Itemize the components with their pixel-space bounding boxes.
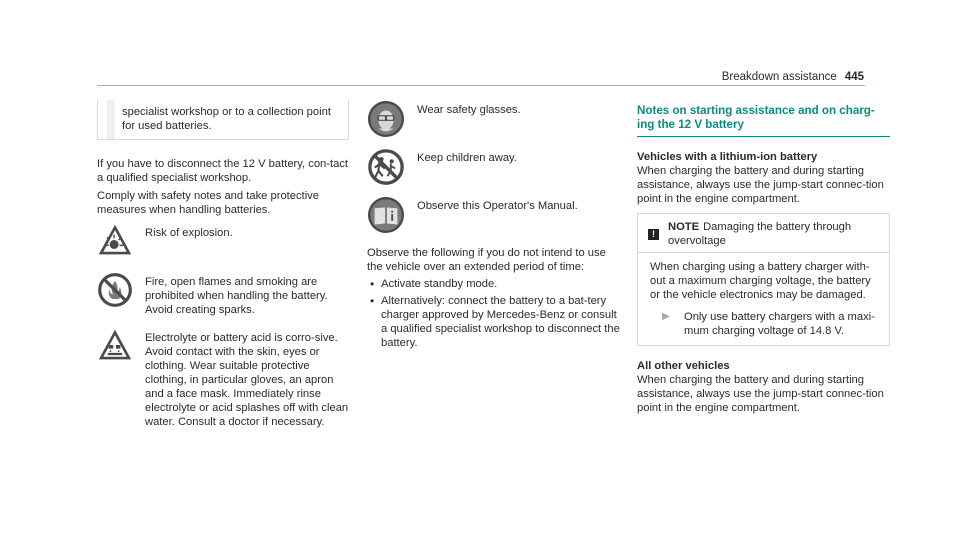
action-arrow-icon: ▶ [662, 311, 670, 322]
no-fire-smoking-icon [97, 272, 133, 308]
keep-children-away-icon [367, 148, 405, 186]
subheading-other: All other vehicles [637, 360, 730, 372]
note-header [638, 214, 889, 253]
page-number: 445 [844, 71, 864, 83]
continued-note-text: specialist workshop or to a collection point for used batteries. [122, 106, 331, 132]
note-label: NOTE [668, 221, 700, 233]
column-middle [367, 100, 620, 350]
header-rule [97, 85, 865, 86]
note-action-text: Only use battery chargers with a maxi-mum charging voltage of 14.8 V. [684, 311, 875, 337]
section-heading-rule [637, 136, 890, 137]
operators-manual-icon [367, 196, 405, 234]
note-box-bar [107, 100, 115, 139]
warning-text-children: Keep children away. [417, 152, 517, 164]
warning-text-glasses: Wear safety glasses. [417, 104, 521, 116]
warning-text-explosion: Risk of explosion. [145, 227, 233, 239]
page-header [722, 70, 864, 84]
continued-note-box [97, 100, 349, 140]
explosion-warning-icon [97, 222, 133, 258]
list-item: • Activate standby mode. [367, 277, 620, 291]
warning-row-explosion [97, 222, 349, 258]
note-heading [668, 220, 879, 248]
warning-row-glasses [367, 100, 620, 138]
standby-bullet-list [367, 277, 620, 350]
note-title: Damaging the battery through overvoltage [668, 221, 852, 247]
note-box [637, 213, 890, 346]
warning-row-manual [367, 196, 620, 234]
list-item: • Alternatively: connect the battery to a bat-tery charger approved by Mercedes-Benz or consult a qualified specialist workshop to disconnect the battery. [367, 294, 620, 350]
warning-row-children [367, 148, 620, 186]
note-text: When charging using a battery charger with-out a maximum charging voltage, the battery or the vehicle electronics may be damaged. [650, 261, 871, 301]
safety-glasses-icon [367, 100, 405, 138]
lithium-paragraph: When charging the battery and during starting assistance, always use the jump-start connec-tion point in the engine compartment. [637, 165, 884, 205]
warning-row-corrosive [97, 327, 349, 429]
standby-intro: Observe the following if you do not intend to use the vehicle over an extended period of time: [367, 247, 606, 273]
note-body [638, 253, 889, 345]
warning-text-fire: Fire, open flames and smoking are prohibited when handling the battery. Avoid creating sparks. [145, 276, 328, 316]
section-name: Breakdown assistance [721, 71, 837, 83]
column-right [637, 104, 890, 415]
note-action [650, 310, 877, 338]
disconnect-paragraph: If you have to disconnect the 12 V battery, con-tact a qualified specialist workshop. [97, 158, 349, 184]
corrosive-warning-icon [97, 327, 133, 363]
subheading-lithium: Vehicles with a lithium-ion battery [637, 151, 818, 163]
warning-text-manual: Observe this Operator's Manual. [417, 200, 578, 212]
other-paragraph: When charging the battery and during starting assistance, always use the jump-start connec-tion point in the engine compartment. [637, 374, 884, 414]
section-heading: Notes on starting assistance and on charg-ing the 12 V battery [637, 104, 875, 131]
warning-text-corrosive: Electrolyte or battery acid is corro-sive. Avoid contact with the skin, eyes or clothing. Wear suitable protective clothing, in particular gloves, an apron and a face mask. Immediately rinse electrolyte or acid splashes off with clean water. Consult a doctor if necessary. [145, 332, 349, 428]
column-left [97, 100, 349, 429]
safety-paragraph: Comply with safety notes and take protective measures when handling batteries. [97, 190, 319, 216]
exclamation-icon: ! [648, 229, 659, 240]
warning-row-fire [97, 272, 349, 317]
